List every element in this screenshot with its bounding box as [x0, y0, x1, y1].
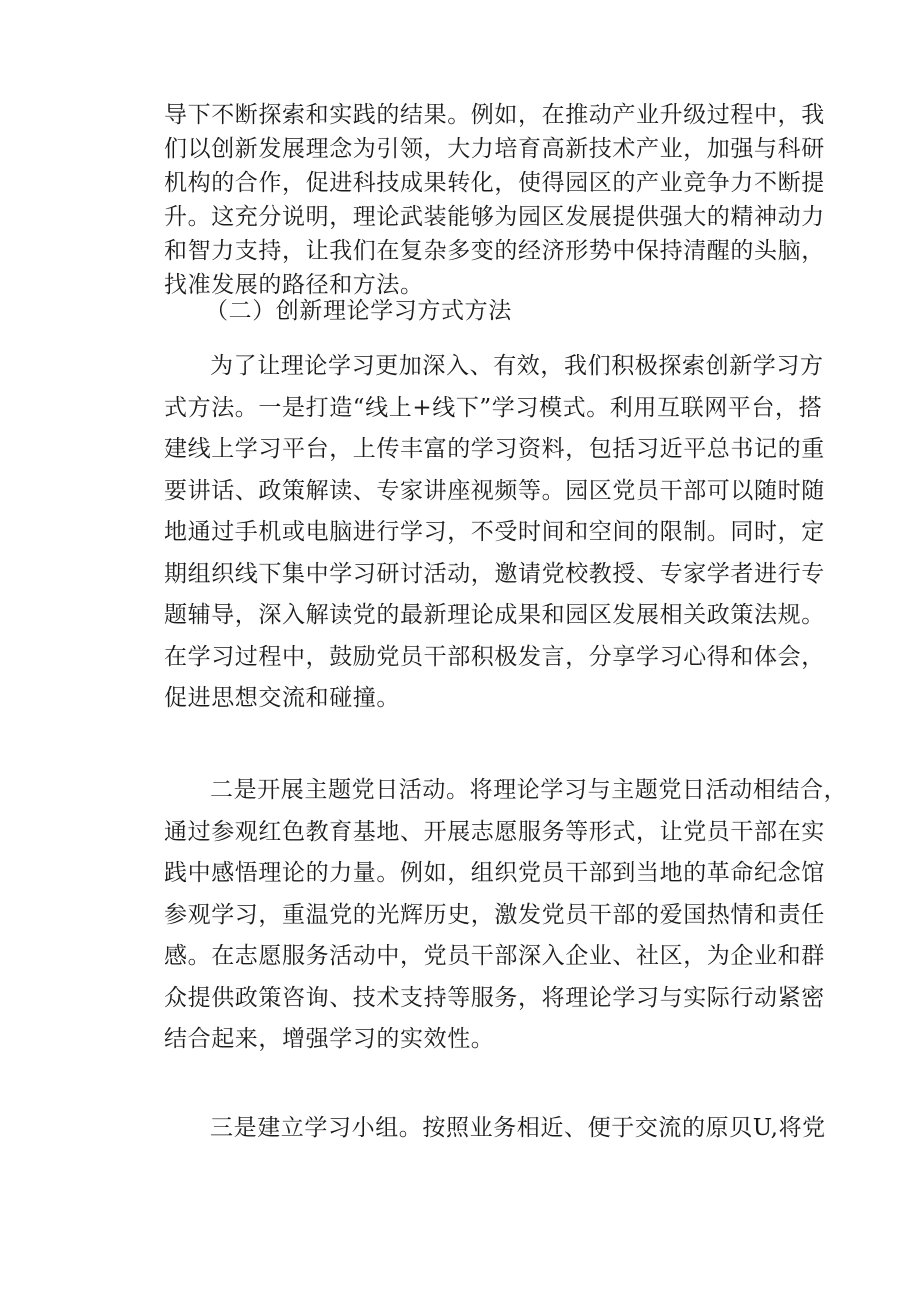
paragraph-online-offline — [164, 346, 825, 720]
paragraph-study-group — [164, 1108, 826, 1150]
text-line: 促进思想交流和碰撞。 — [164, 685, 400, 711]
text-line: 在学习过程中，鼓励党员干部积极发言，分享学习心得和体会， — [164, 643, 825, 670]
text-line: 众提供政策咨询、技术支持等服务，将理论学习与实际行动紧密 — [164, 984, 825, 1011]
text-line: 结合起来，增强学习的实效性。 — [164, 1026, 495, 1052]
text-line: 机构的合作，促进科技成果转化，使得园区的产业竞争力不断提 — [164, 170, 825, 196]
text-line: 三是建立学习小组。按照业务相近、便于交流的原贝U,将党 — [210, 1115, 826, 1141]
text-line: 建线上学习平台，上传丰富的学习资料，包括习近平总书记的重 — [164, 436, 825, 462]
text-line: 践中感悟理论的力量。例如，组织党员干部到当地的革命纪念馆 — [164, 860, 825, 886]
text-line: 式方法。一是打造“线上+线下”学习模式。利用互联网平台，搭 — [164, 394, 823, 421]
text-line: 感。在志愿服务活动中，党员干部深入企业、社区，为企业和群 — [164, 943, 825, 969]
section-heading: （二）创新理论学习方式方法 — [205, 298, 512, 324]
text-line: 二是开展主题党日活动。将理论学习与主题党日活动相结合， — [210, 777, 848, 803]
text-line: 和智力支持，让我们在复杂多变的经济形势中保持清醒的头脑， — [164, 238, 825, 264]
text-line: 地通过手机或电脑进行学习，不受时间和空间的限制。同时，定 — [164, 519, 825, 545]
text-line: 为了让理论学习更加深入、有效，我们积极探索创新学习方 — [210, 353, 824, 379]
paragraph-continued — [164, 98, 825, 302]
text-line: 们以创新发展理念为引领，大力培育高新技术产业，加强与科研 — [164, 136, 825, 162]
text-line: 题辅导，深入解读党的最新理论成果和园区发展相关政策法规。 — [164, 602, 825, 628]
text-line: 要讲话、政策解读、专家讲座视频等。园区党员干部可以随时随 — [164, 477, 825, 504]
text-line: 通过参观红色教育基地、开展志愿服务等形式，让党员干部在实 — [164, 818, 825, 845]
text-line: 升。这充分说明，理论武装能够为园区发展提供强大的精神动力 — [164, 204, 825, 230]
text-line: 找准发展的路径和方法。 — [164, 272, 424, 298]
paragraph-party-day — [164, 770, 848, 1061]
text-line: 参观学习，重温党的光辉历史，激发党员干部的爱国热情和责任 — [164, 901, 825, 928]
text-line: 导下不断探索和实践的结果。例如，在推动产业升级过程中，我 — [164, 102, 825, 128]
text-line: 期组织线下集中学习研讨活动，邀请党校教授、专家学者进行专 — [164, 560, 825, 587]
